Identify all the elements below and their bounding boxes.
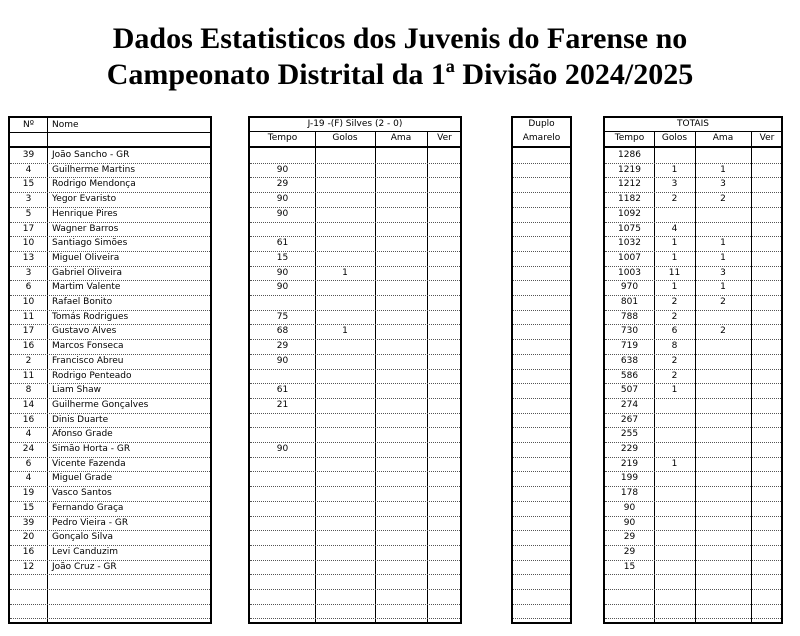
player-number: 24 bbox=[22, 444, 35, 454]
totais-golos: 1 bbox=[671, 385, 678, 396]
totais-tempo: 1219 bbox=[618, 164, 641, 175]
match-tempo: 61 bbox=[276, 385, 289, 396]
header-name: Nome bbox=[52, 120, 79, 130]
totais-golos: 1 bbox=[671, 252, 678, 263]
player-number: 19 bbox=[22, 488, 35, 499]
row-divider bbox=[605, 589, 781, 590]
row-divider bbox=[513, 177, 570, 178]
row-divider bbox=[513, 618, 570, 619]
duplo-amarelo-table bbox=[511, 116, 572, 624]
match-tempo: 21 bbox=[276, 399, 289, 410]
totais-tempo: 267 bbox=[620, 414, 639, 425]
totais-tempo: 29 bbox=[623, 532, 636, 543]
row-divider bbox=[605, 604, 781, 605]
header-tempo: Tempo bbox=[267, 133, 298, 143]
row-divider bbox=[250, 222, 460, 223]
totais-golos: 2 bbox=[671, 370, 678, 381]
totais-tempo: 15 bbox=[623, 561, 636, 572]
totais-tempo: 719 bbox=[620, 341, 639, 352]
row-divider bbox=[513, 324, 570, 325]
player-name: João Sancho - GR bbox=[52, 150, 130, 160]
row-divider bbox=[513, 222, 570, 223]
header-totais-tempo: Tempo bbox=[614, 133, 645, 143]
row-divider bbox=[250, 574, 460, 575]
row-divider bbox=[513, 339, 570, 340]
player-name: Yegor Evaristo bbox=[52, 194, 117, 205]
row-divider bbox=[250, 413, 460, 414]
match-tempo: 90 bbox=[276, 355, 289, 366]
player-number: 14 bbox=[22, 399, 35, 410]
totais-golos: 8 bbox=[671, 341, 678, 352]
player-number: 17 bbox=[22, 223, 35, 234]
player-number: 15 bbox=[22, 502, 35, 513]
totais-tempo: 1003 bbox=[618, 267, 641, 278]
player-number: 15 bbox=[22, 179, 35, 190]
page-title-line-1: Dados Estatisticos dos Juvenis do Farense no bbox=[112, 22, 688, 55]
row-divider bbox=[513, 589, 570, 590]
player-number: 5 bbox=[25, 208, 32, 219]
player-name: Martim Valente bbox=[52, 282, 121, 293]
player-number: 4 bbox=[25, 164, 32, 175]
totais-golos: 2 bbox=[671, 297, 678, 307]
player-name: Rafael Bonito bbox=[52, 297, 113, 307]
header-number: Nº bbox=[23, 120, 34, 130]
row-divider bbox=[605, 618, 781, 619]
row-divider bbox=[513, 574, 570, 575]
match-tempo: 90 bbox=[276, 164, 289, 175]
row-divider bbox=[513, 295, 570, 296]
player-number: 13 bbox=[22, 252, 35, 263]
row-divider bbox=[605, 574, 781, 575]
row-divider bbox=[513, 251, 570, 252]
player-number: 17 bbox=[22, 326, 35, 337]
row-divider bbox=[513, 398, 570, 399]
match-tempo: 90 bbox=[276, 282, 289, 293]
player-name: Vasco Santos bbox=[52, 488, 112, 499]
player-name: Gustavo Alves bbox=[52, 326, 117, 337]
row-divider bbox=[513, 413, 570, 414]
totais-golos: 6 bbox=[671, 326, 678, 337]
header-ver: Ver bbox=[437, 133, 452, 143]
player-name: Guilherme Gonçalves bbox=[52, 399, 149, 410]
match-golos: 1 bbox=[342, 267, 348, 278]
row-divider bbox=[513, 545, 570, 546]
row-divider bbox=[513, 236, 570, 237]
totais-tempo: 90 bbox=[623, 517, 636, 528]
row-divider bbox=[250, 457, 460, 458]
player-name: Fernando Graça bbox=[52, 502, 124, 513]
totais-golos: 2 bbox=[671, 194, 678, 205]
row-divider bbox=[250, 427, 460, 428]
player-number: 10 bbox=[22, 297, 35, 307]
row-divider bbox=[513, 471, 570, 472]
match-tempo: 90 bbox=[276, 208, 289, 219]
player-name: Henrique Pires bbox=[52, 208, 118, 219]
player-name: Miguel Grade bbox=[52, 473, 113, 484]
page-title-line-2: Campeonato Distrital da 1ª Divisão 2024/2025 bbox=[106, 58, 694, 91]
totais-golos: 11 bbox=[668, 267, 681, 278]
header-totais-golos: Golos bbox=[661, 133, 688, 143]
row-divider bbox=[10, 589, 210, 590]
row-divider bbox=[250, 501, 460, 502]
player-number: 6 bbox=[25, 458, 32, 469]
player-number: 12 bbox=[22, 561, 35, 572]
totais-tempo: 178 bbox=[620, 488, 639, 499]
player-name: Afonso Grade bbox=[52, 429, 113, 440]
player-number: 4 bbox=[25, 473, 32, 484]
row-divider bbox=[513, 442, 570, 443]
player-name: Gonçalo Silva bbox=[52, 532, 114, 543]
player-name: Pedro Vieira - GR bbox=[52, 517, 129, 528]
row-divider bbox=[250, 618, 460, 619]
totais-ama: 1 bbox=[720, 238, 726, 249]
match-tempo: 29 bbox=[276, 179, 289, 190]
row-divider bbox=[513, 516, 570, 517]
totais-table bbox=[603, 116, 783, 624]
player-name: Vicente Fazenda bbox=[52, 458, 126, 469]
totais-golos: 3 bbox=[671, 179, 678, 190]
header-totais-ver: Ver bbox=[759, 133, 775, 143]
row-divider bbox=[513, 310, 570, 311]
totais-tempo: 586 bbox=[620, 370, 639, 381]
totais-golos: 1 bbox=[671, 164, 678, 175]
player-number: 20 bbox=[22, 532, 35, 543]
totais-golos: 2 bbox=[671, 311, 678, 322]
row-divider bbox=[513, 457, 570, 458]
totais-tempo: 1286 bbox=[618, 150, 641, 160]
match-tempo: 75 bbox=[276, 311, 289, 322]
totais-ama: 1 bbox=[720, 164, 726, 175]
totais-ama: 2 bbox=[720, 194, 726, 205]
player-number: 3 bbox=[25, 194, 32, 205]
player-name: Rodrigo Penteado bbox=[52, 370, 132, 381]
match-tempo: 90 bbox=[276, 444, 289, 454]
player-name: Marcos Fonseca bbox=[52, 341, 124, 352]
match-tempo: 61 bbox=[276, 238, 289, 249]
player-name: Wagner Barros bbox=[52, 223, 119, 234]
header-amarelo: Amarelo bbox=[522, 133, 561, 143]
totais-tempo: 1212 bbox=[618, 179, 641, 190]
row-divider bbox=[513, 369, 570, 370]
row-divider bbox=[250, 530, 460, 531]
player-name: Santiago Simões bbox=[52, 238, 128, 249]
player-name: Gabriel Oliveira bbox=[52, 267, 122, 278]
match-tempo: 29 bbox=[276, 341, 289, 352]
totais-tempo: 1075 bbox=[618, 223, 641, 234]
row-divider bbox=[513, 560, 570, 561]
totais-tempo: 255 bbox=[620, 429, 639, 440]
player-name: Dinis Duarte bbox=[52, 414, 109, 425]
header-golos: Golos bbox=[332, 133, 358, 143]
header-duplo: Duplo bbox=[528, 119, 555, 129]
player-number: 10 bbox=[22, 238, 35, 249]
match-tempo: 90 bbox=[276, 267, 289, 278]
player-number: 16 bbox=[22, 414, 35, 425]
row-divider bbox=[250, 471, 460, 472]
row-divider bbox=[513, 427, 570, 428]
row-divider bbox=[513, 604, 570, 605]
header-totais: TOTAIS bbox=[677, 119, 709, 129]
player-name: Guilherme Martins bbox=[52, 164, 136, 175]
row-divider bbox=[513, 207, 570, 208]
totais-tempo: 801 bbox=[620, 297, 639, 307]
row-divider bbox=[10, 574, 210, 575]
totais-tempo: 29 bbox=[623, 546, 636, 557]
row-divider bbox=[513, 354, 570, 355]
row-divider bbox=[513, 530, 570, 531]
totais-tempo: 730 bbox=[620, 326, 639, 337]
totais-golos: 1 bbox=[671, 282, 678, 293]
player-name: Liam Shaw bbox=[52, 385, 101, 396]
totais-golos: 4 bbox=[671, 223, 678, 234]
row-divider bbox=[513, 280, 570, 281]
row-divider bbox=[513, 163, 570, 164]
row-divider bbox=[513, 192, 570, 193]
match-golos: 1 bbox=[342, 326, 348, 337]
row-divider bbox=[513, 266, 570, 267]
player-number: 11 bbox=[22, 311, 35, 322]
player-name: Francisco Abreu bbox=[52, 355, 124, 366]
totais-tempo: 1182 bbox=[618, 194, 641, 205]
match-title: J-19 -(F) Silves (2 - 0) bbox=[307, 119, 403, 129]
totais-golos: 2 bbox=[671, 355, 678, 366]
row-divider bbox=[250, 560, 460, 561]
totais-ama: 3 bbox=[720, 179, 726, 190]
totais-ama: 1 bbox=[720, 252, 726, 263]
totais-tempo: 638 bbox=[620, 355, 639, 366]
player-number: 39 bbox=[22, 517, 35, 528]
totais-tempo: 1007 bbox=[618, 252, 641, 263]
totais-ama: 1 bbox=[720, 282, 726, 293]
header-totais-ama: Ama bbox=[712, 133, 734, 143]
player-name: Tomás Rodrigues bbox=[52, 311, 129, 322]
totais-tempo: 1092 bbox=[618, 208, 641, 219]
totais-tempo: 274 bbox=[620, 399, 639, 410]
row-divider bbox=[513, 501, 570, 502]
totais-tempo: 970 bbox=[620, 282, 639, 293]
match-tempo: 90 bbox=[276, 194, 289, 205]
player-number: 4 bbox=[25, 429, 32, 440]
player-number: 3 bbox=[25, 267, 32, 278]
row-divider bbox=[250, 604, 460, 605]
player-number: 39 bbox=[22, 150, 35, 160]
player-number: 6 bbox=[25, 282, 32, 293]
row-divider bbox=[250, 545, 460, 546]
match-tempo: 68 bbox=[276, 326, 289, 337]
row-divider bbox=[513, 486, 570, 487]
player-name: João Cruz - GR bbox=[52, 561, 117, 572]
row-divider bbox=[250, 369, 460, 370]
player-number: 16 bbox=[22, 546, 35, 557]
totais-tempo: 219 bbox=[620, 458, 639, 469]
row-divider bbox=[250, 295, 460, 296]
totais-tempo: 229 bbox=[620, 444, 639, 454]
player-name: Rodrigo Mendonça bbox=[52, 179, 136, 190]
totais-tempo: 199 bbox=[620, 473, 639, 484]
header-ama: Ama bbox=[390, 133, 412, 143]
row-divider bbox=[513, 383, 570, 384]
player-name: Simão Horta - GR bbox=[52, 444, 131, 454]
totais-tempo: 788 bbox=[620, 311, 639, 322]
row-divider bbox=[10, 604, 210, 605]
player-name: Levi Canduzim bbox=[52, 546, 118, 557]
row-divider bbox=[250, 486, 460, 487]
players-table bbox=[8, 116, 212, 624]
totais-ama: 2 bbox=[720, 326, 726, 337]
totais-tempo: 90 bbox=[623, 502, 636, 513]
player-name: Miguel Oliveira bbox=[52, 252, 120, 263]
totais-tempo: 1032 bbox=[618, 238, 641, 249]
totais-golos: 1 bbox=[671, 238, 678, 249]
totais-tempo: 507 bbox=[620, 385, 639, 396]
totais-ama: 3 bbox=[720, 267, 726, 278]
player-number: 2 bbox=[25, 355, 32, 366]
player-number: 16 bbox=[22, 341, 35, 352]
totais-ama: 2 bbox=[720, 297, 726, 307]
row-divider bbox=[10, 618, 210, 619]
match-table bbox=[248, 116, 462, 624]
player-number: 8 bbox=[25, 385, 32, 396]
player-number: 11 bbox=[22, 370, 35, 381]
row-divider bbox=[250, 516, 460, 517]
totais-golos: 1 bbox=[671, 458, 678, 469]
row-divider bbox=[250, 589, 460, 590]
match-tempo: 15 bbox=[276, 252, 289, 263]
